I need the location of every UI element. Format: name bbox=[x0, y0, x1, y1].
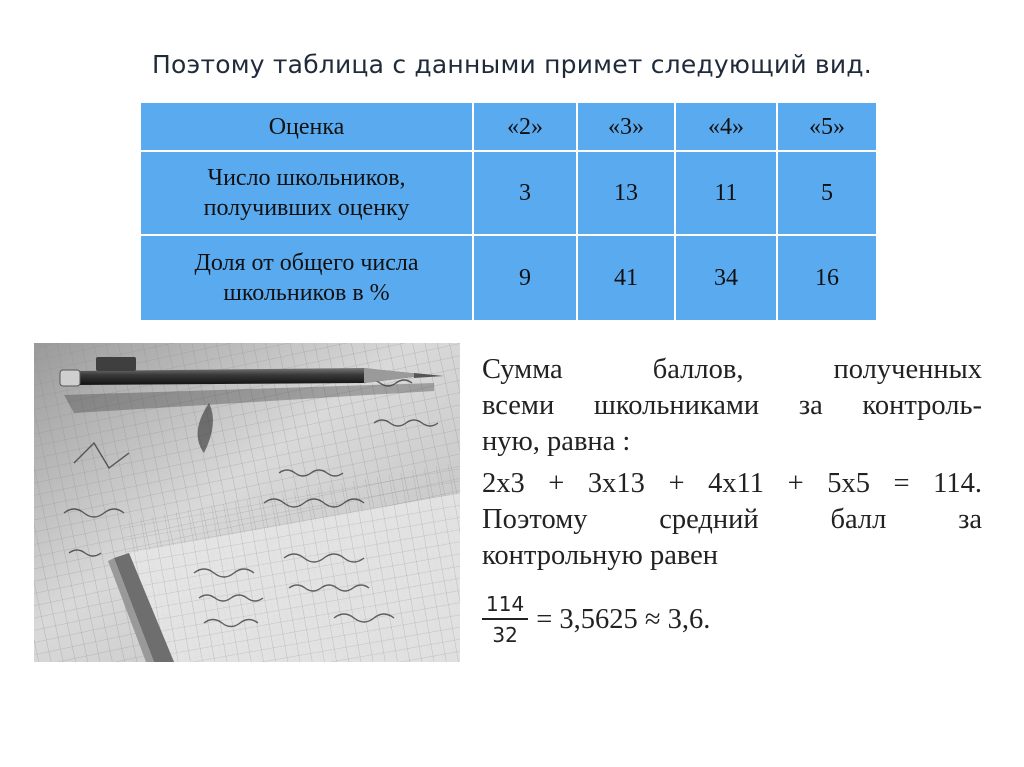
table-cell: 11 bbox=[675, 151, 777, 235]
fraction-denominator: 32 bbox=[492, 623, 518, 647]
average-formula bbox=[482, 592, 710, 647]
table-cell: 41 bbox=[577, 235, 675, 321]
table-cell: «2» bbox=[473, 102, 577, 151]
table-cell: 5 bbox=[777, 151, 877, 235]
fraction-numerator: 114 bbox=[482, 592, 528, 620]
table-cell: 34 bbox=[675, 235, 777, 321]
table-cell: 13 bbox=[577, 151, 675, 235]
text-line: Поэтому средний балл за bbox=[482, 504, 982, 535]
text-line: ную, равна : bbox=[482, 426, 631, 457]
table-cell: «5» bbox=[777, 102, 877, 151]
table-cell: Доля от общего числа школьников в % bbox=[140, 235, 473, 321]
table-cell: «3» bbox=[577, 102, 675, 151]
table-cell: Оценка bbox=[140, 102, 473, 151]
table-cell: Число школьников, получивших оценку bbox=[140, 151, 473, 235]
text-line: 2х3 + 3х13 + 4х11 + 5х5 = 114. bbox=[482, 468, 982, 499]
text-line: контрольную равен bbox=[482, 540, 719, 571]
table-cell: 3 bbox=[473, 151, 577, 235]
table-row bbox=[140, 235, 877, 321]
table-row bbox=[140, 102, 877, 151]
fraction bbox=[482, 592, 528, 647]
text-line: Сумма баллов, полученных bbox=[482, 354, 982, 385]
grades-table bbox=[139, 101, 878, 322]
notebook-pencil-photo bbox=[34, 343, 460, 662]
explanation-text bbox=[482, 352, 982, 574]
formula-result: = 3,5625 ≈ 3,6. bbox=[536, 603, 711, 635]
table-cell: 16 bbox=[777, 235, 877, 321]
slide-title: Поэтому таблица с данными примет следующий вид. bbox=[152, 50, 872, 79]
table-cell: «4» bbox=[675, 102, 777, 151]
text-line: всеми школьниками за контроль- bbox=[482, 390, 982, 421]
table-cell: 9 bbox=[473, 235, 577, 321]
table-row bbox=[140, 151, 877, 235]
